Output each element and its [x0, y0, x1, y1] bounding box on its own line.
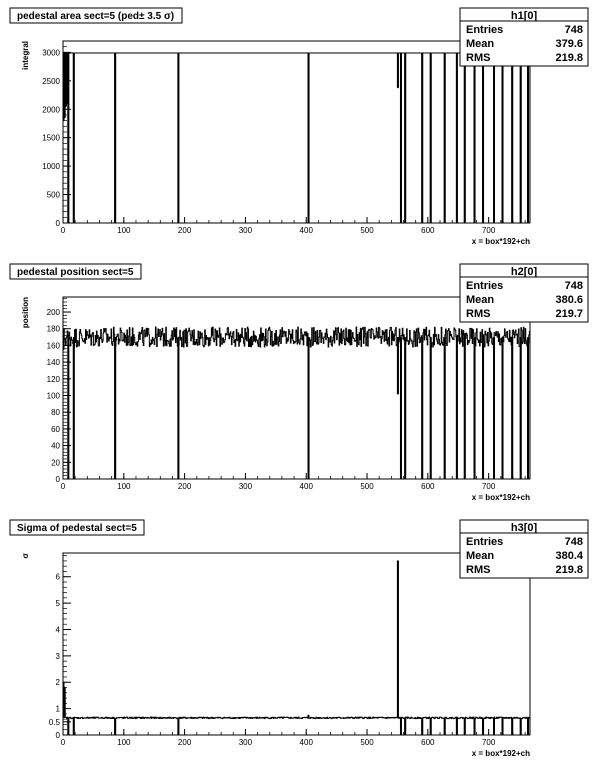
stats-name: h1[0]: [510, 10, 538, 22]
histogram-title: [10, 520, 144, 535]
x-tick-label: 200: [177, 226, 192, 235]
histogram-title: [10, 264, 141, 279]
y-tick-label: 180: [46, 324, 60, 334]
y-tick-label: 3000: [42, 48, 60, 58]
stats-rms-label: RMS: [466, 308, 491, 320]
y-tick-label: 6: [55, 572, 60, 582]
x-tick-label: 700: [481, 482, 496, 491]
x-tick-label: 700: [481, 738, 496, 747]
y-tick-label: 4: [55, 625, 60, 635]
x-axis-label: x = box*192+ch: [471, 237, 530, 246]
y-tick-label: 160: [46, 341, 60, 351]
y-tick-label: 500: [46, 190, 60, 200]
histogram-title: [10, 8, 182, 23]
y-tick-label: 40: [51, 441, 60, 451]
stats-rms-label: RMS: [466, 564, 491, 576]
x-tick-label: 0: [60, 482, 66, 491]
x-tick-label: 500: [360, 738, 374, 747]
y-axis-label: integral: [21, 41, 30, 70]
y-tick-label: 3: [55, 651, 60, 661]
stats-name: h2[0]: [510, 266, 538, 278]
y-axis-label: σ: [21, 553, 30, 559]
x-tick-label: 0: [60, 738, 66, 747]
stats-box: [460, 8, 588, 66]
stats-entries-value: 748: [564, 280, 583, 292]
x-tick-label: 100: [117, 738, 131, 747]
stats-box: [460, 264, 588, 322]
y-tick-label: 2500: [42, 76, 60, 86]
y-tick-label: 1500: [42, 133, 60, 143]
stats-entries-value: 748: [564, 536, 583, 548]
x-tick-label: 400: [299, 226, 313, 235]
x-tick-label: 200: [177, 738, 192, 747]
x-tick-label: 100: [117, 226, 131, 235]
title-text: pedestal area sect=5 (ped± 3.5 σ): [17, 11, 175, 22]
x-tick-label: 300: [238, 738, 253, 747]
y-tick-label: 1: [55, 704, 60, 714]
y-tick-label: 0.5: [48, 717, 60, 727]
title-text: pedestal position sect=5: [17, 267, 134, 278]
stats-mean-value: 380.4: [555, 550, 583, 562]
y-tick-label: 100: [46, 391, 60, 401]
x-tick-label: 700: [481, 226, 496, 235]
y-tick-label: 0: [55, 731, 60, 740]
y-tick-label: 120: [46, 374, 60, 384]
y-tick-label: 5: [55, 599, 60, 609]
y-tick-label: 2: [55, 678, 60, 688]
x-tick-label: 400: [299, 738, 313, 747]
x-tick-label: 100: [117, 482, 131, 491]
y-tick-label: 60: [51, 424, 60, 434]
stats-mean-value: 379.6: [555, 38, 583, 50]
x-tick-label: 500: [360, 226, 374, 235]
x-tick-label: 0: [60, 226, 66, 235]
y-tick-label: 20: [51, 458, 60, 468]
stats-mean-value: 380.6: [555, 294, 583, 306]
y-axis-label: position: [21, 297, 30, 329]
y-tick-label: 1000: [42, 162, 60, 172]
stats-entries-value: 748: [564, 24, 583, 36]
x-tick-label: 500: [360, 482, 374, 491]
stats-rms-label: RMS: [466, 52, 491, 64]
x-tick-label: 400: [299, 482, 313, 491]
y-tick-label: 80: [51, 408, 60, 418]
title-text: Sigma of pedestal sect=5: [17, 523, 137, 534]
y-tick-label: 0: [55, 219, 60, 228]
stats-rms-value: 219.8: [555, 564, 583, 576]
y-tick-label: 140: [46, 358, 60, 368]
x-tick-label: 600: [421, 738, 435, 747]
x-tick-label: 600: [421, 482, 435, 491]
stats-entries-label: Entries: [466, 280, 504, 292]
x-axis-label: x = box*192+ch: [471, 493, 530, 502]
x-axis-label: x = box*192+ch: [471, 749, 530, 758]
y-tick-label: 0: [55, 475, 60, 484]
stats-mean-label: Mean: [466, 38, 495, 50]
x-tick-label: 600: [421, 226, 435, 235]
stats-entries-label: Entries: [466, 24, 504, 36]
stats-entries-label: Entries: [466, 536, 504, 548]
stats-mean-label: Mean: [466, 550, 495, 562]
stats-name: h3[0]: [510, 522, 538, 534]
stats-rms-value: 219.7: [555, 308, 583, 320]
stats-box: [460, 520, 588, 578]
x-tick-label: 300: [238, 482, 253, 491]
stats-mean-label: Mean: [466, 294, 495, 306]
y-tick-label: 2000: [42, 105, 60, 115]
stats-rms-value: 219.8: [555, 52, 583, 64]
x-tick-label: 200: [177, 482, 192, 491]
y-tick-label: 200: [46, 308, 60, 318]
x-tick-label: 300: [238, 226, 253, 235]
